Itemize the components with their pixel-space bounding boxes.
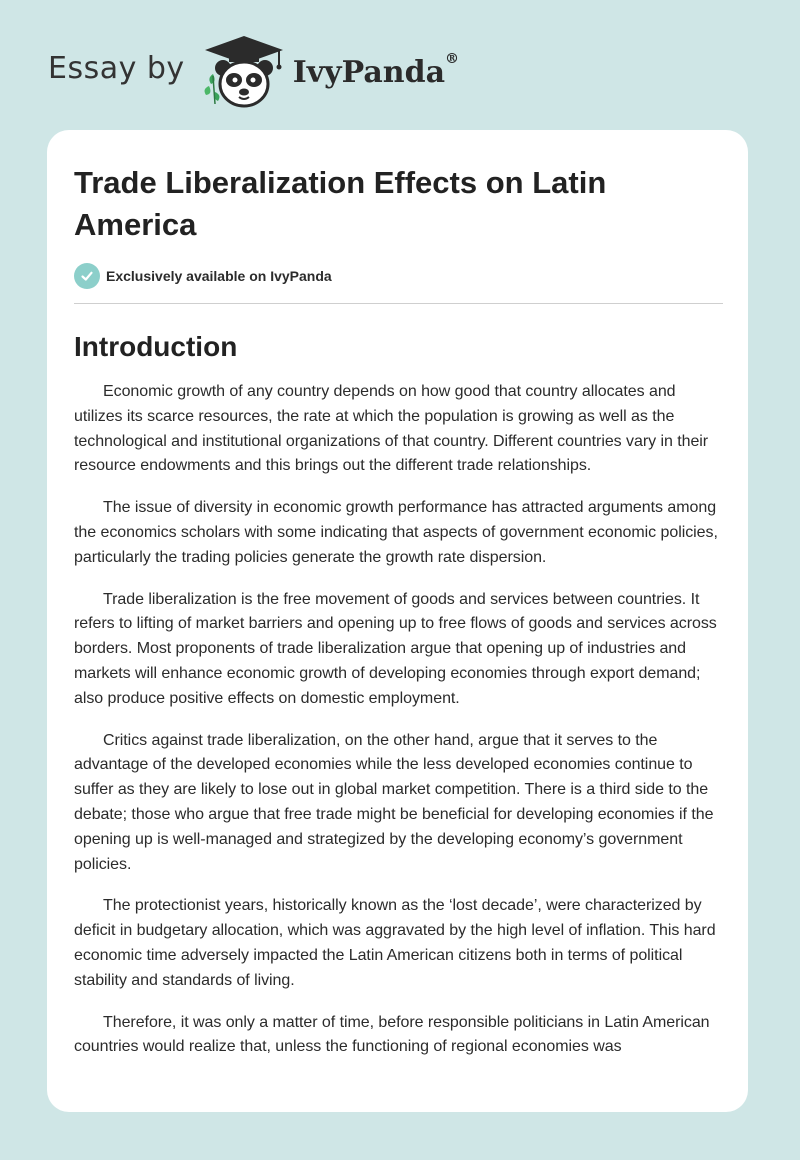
- divider: [74, 303, 723, 304]
- article-card: [47, 130, 748, 1112]
- ivy-leaf-icon: [204, 74, 219, 104]
- brand-name-text: IvyPanda: [292, 54, 446, 90]
- article-title: Trade Liberalization Effects on Latin America: [74, 165, 607, 242]
- panda-logo-icon: [199, 34, 289, 110]
- exclusive-badge: [74, 262, 723, 290]
- paragraph: The issue of diversity in economic growth performance has attracted arguments among the economics scholars with some indicating that aspects of government economic policies, particularly the trading policies generate the growth rate dispersion.: [74, 499, 718, 566]
- brand-name: [292, 50, 460, 90]
- registered-mark: ®: [445, 50, 460, 67]
- brand-prefix: Essay by: [48, 50, 185, 86]
- checkmark-icon: [74, 263, 100, 289]
- paragraph: Therefore, it was only a matter of time, before responsible politicians in Latin American countries would realize that, unless the functioning of regional economies was: [74, 1013, 710, 1056]
- article-body: [74, 380, 723, 1060]
- exclusive-label: Exclusively available on IvyPanda: [106, 268, 332, 284]
- brand-header[interactable]: [48, 32, 459, 112]
- paragraph: Economic growth of any country depends on how good that country allocates and utilizes its scarce resources, the rate at which the population is growing as well as the technological and institutional organizations of that country. Different countries vary in their resource endowments and this brings out the different trade relationships.: [74, 383, 709, 475]
- section-heading: Introduction: [74, 331, 238, 362]
- article-content: [74, 162, 723, 1077]
- paragraph: Trade liberalization is the free movement of goods and services between countries. It refers to lifting of market barriers and opening up to free flows of goods and services across borders. Most proponents of trade liberalization argue that opening up of industries and markets will enhance economic growth of developing economies through export demand; also produce positive effects on domestic employment.: [74, 590, 717, 707]
- paragraph: Critics against trade liberalization, on the other hand, argue that it serves to the advantage of the developed economies while the less developed economies continue to suffer as they are likely to lose out in global market competition. There is a third side to the debate; those who argue that free trade might be beneficial for developing economies if the opening up is well-managed and strategized by the developing economy’s government policies.: [74, 731, 714, 873]
- paragraph: The protectionist years, historically known as the ‘lost decade’, were characterized by deficit in budgetary allocation, which was aggravated by the high level of inflation. This hard economic time adversely impacted the Latin American citizens both in terms of political stability and standards of living.: [74, 897, 716, 989]
